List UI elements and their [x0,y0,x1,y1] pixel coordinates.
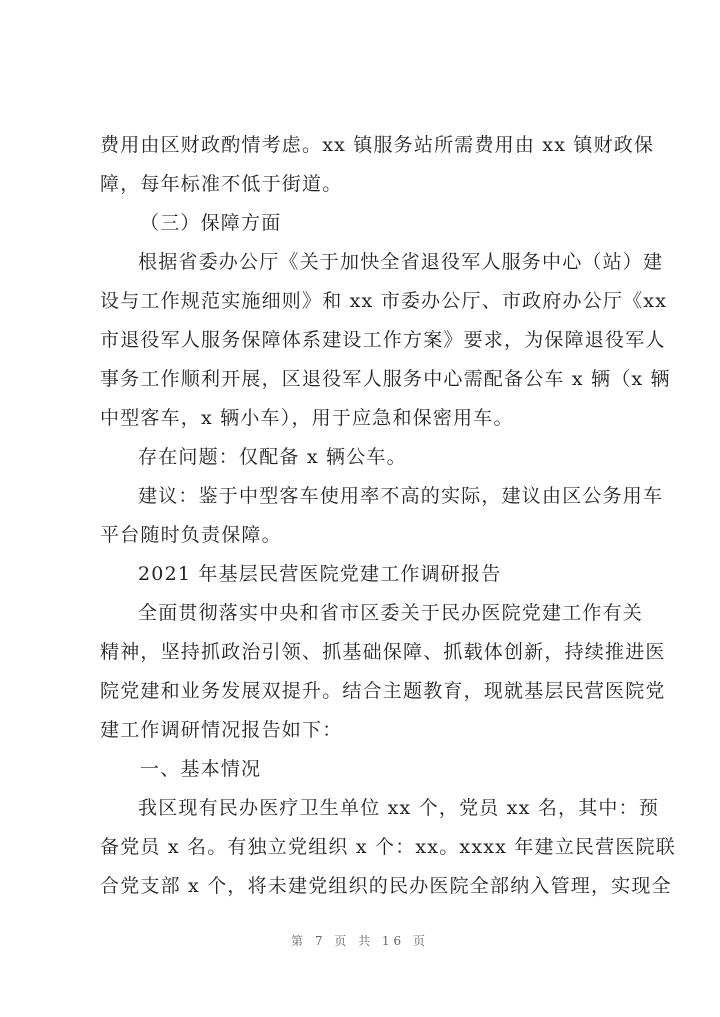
text-line: 存在问题：仅配备 x 辆公车。 [138,446,407,468]
report-title: 2021 年基层民营医院党建工作调研报告 [138,563,502,585]
text-line: 根据省委办公厅《关于加快全省退役军人服务中心（站）建 [138,251,664,273]
text-line: 建议：鉴于中型客车使用率不高的实际，建议由区公务用车 [138,485,664,507]
text-line: 费用由区财政酌情考虑。xx 镇服务站所需费用由 xx 镇财政保 [100,134,655,156]
text-line: 全面贯彻落实中央和省市区委关于民办医院党建工作有关 [138,602,644,624]
text-line: 我区现有民办医疗卫生单位 xx 个，党员 xx 名，其中：预 [138,797,660,819]
section-heading: （三）保障方面 [140,212,282,234]
section-heading: 一、基本情况 [140,758,262,780]
page-number-footer: 第 7 页 共 16 页 [291,934,429,948]
text-line: 院党建和业务发展双提升。结合主题教育，现就基层民营医院党 [100,680,666,702]
text-line: 合党支部 x 个，将未建党组织的民办医院全部纳入管理，实现全 [100,875,672,897]
text-line: 事务工作顺利开展，区退役军人服务中心需配备公车 x 辆（x 辆 [100,368,671,390]
text-line: 建工作调研情况报告如下： [100,719,343,741]
text-line: 平台随时负责保障。 [100,524,282,546]
text-line: 障，每年标准不低于街道。 [100,173,343,195]
text-line: 备党员 x 名。有独立党组织 x 个：xx。xxxx 年建立民营医院联 [100,836,676,858]
text-line: 中型客车，x 辆小车），用于应急和保密用车。 [100,407,514,429]
text-line: 设与工作规范实施细则》和 xx 市委办公厅、市政府办公厅《xx [100,290,668,312]
text-line: 市退役军人服务保障体系建设工作方案》要求，为保障退役军人 [100,329,666,351]
text-line: 精神，坚持抓政治引领、抓基础保障、抓载体创新，持续推进医 [100,641,666,663]
